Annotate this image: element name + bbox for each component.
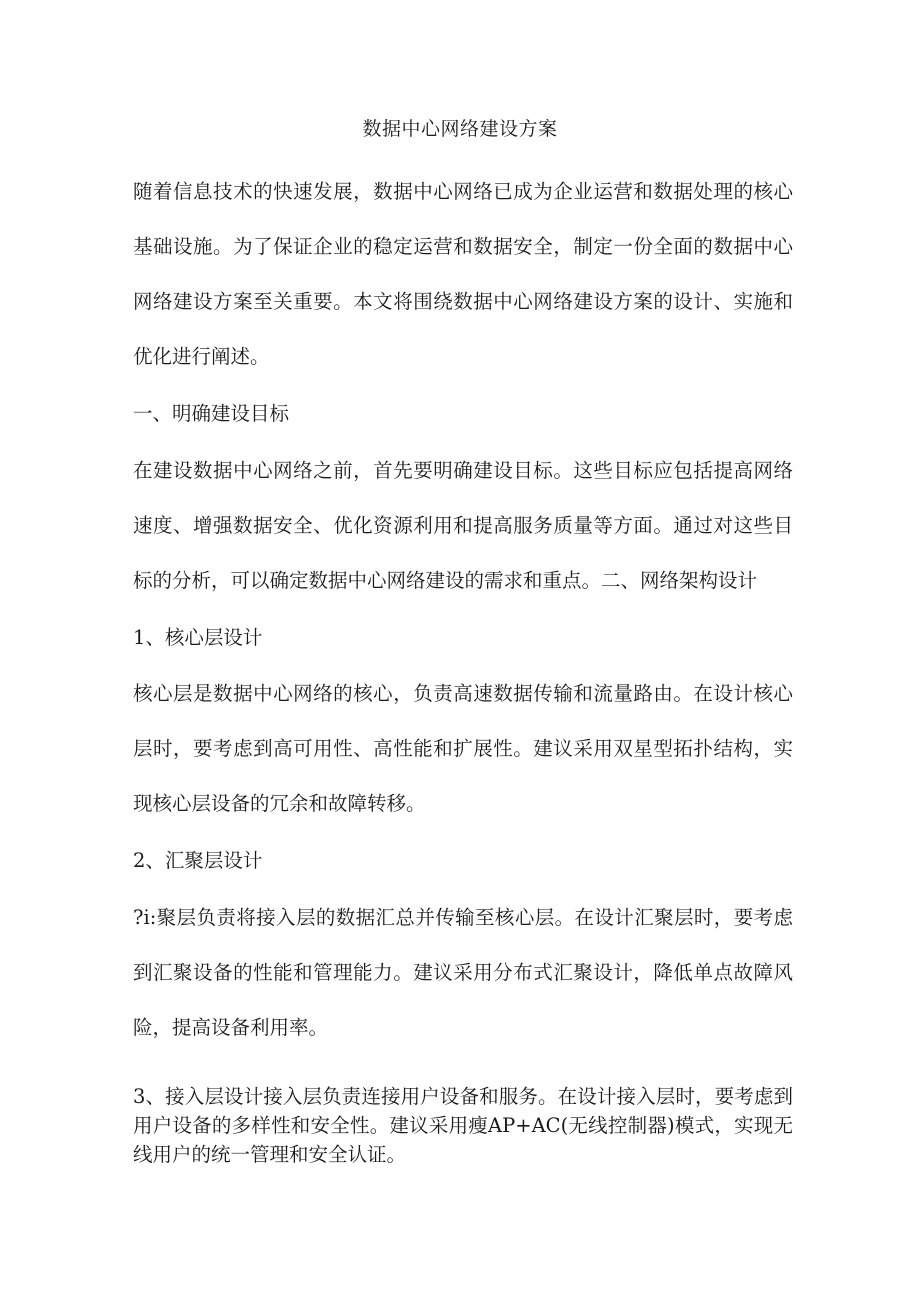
subsection-2-heading: 2、汇聚层设计 xyxy=(133,849,263,872)
document-title: 数据中心网络建设方案 xyxy=(362,118,558,140)
section-1-heading: 一、明确建设目标 xyxy=(133,402,290,425)
subsection-2-paragraph: ?i:聚层负责将接入层的数据汇总并传输至核心层。在设计汇聚层时，要考虑到汇聚设备的性能和管理能力。建议采用分布式汇聚设计，降低单点故障风险，提高设备利用率。 xyxy=(133,906,793,1039)
subsection-1-paragraph: 核心层是数据中心网络的核心，负责高速数据传输和流量路由。在设计核心层时，要考虑到高可用性、高性能和扩展性。建议采用双星型拓扑结构，实现核心层设备的冗余和故障转移。 xyxy=(133,682,793,815)
section-1-paragraph: 在建设数据中心网络之前，首先要明确建设目标。这些目标应包括提高网络速度、增强数据安全、优化资源利用和提高服务质量等方面。通过对这些目标的分析，可以确定数据中心网络建设的需求和重点。二、网络架构设计 xyxy=(133,459,793,592)
subsection-1-heading: 1、核心层设计 xyxy=(133,626,263,649)
intro-paragraph: 随着信息技术的快速发展，数据中心网络已成为企业运营和数据处理的核心基础设施。为了保证企业的稳定运营和数据安全，制定一份全面的数据中心网络建设方案至关重要。本文将围绕数据中心网络建设方案的设计、实施和优化进行阐述。 xyxy=(133,180,793,368)
subsection-3-paragraph: 3、接入层设计接入层负责连接用户设备和服务。在设计接入层时，要考虑到用户设备的多样性和安全性。建议采用瘦AP+AC(无线控制器)模式，实现无线用户的统一管理和安全认证。 xyxy=(133,1085,793,1166)
